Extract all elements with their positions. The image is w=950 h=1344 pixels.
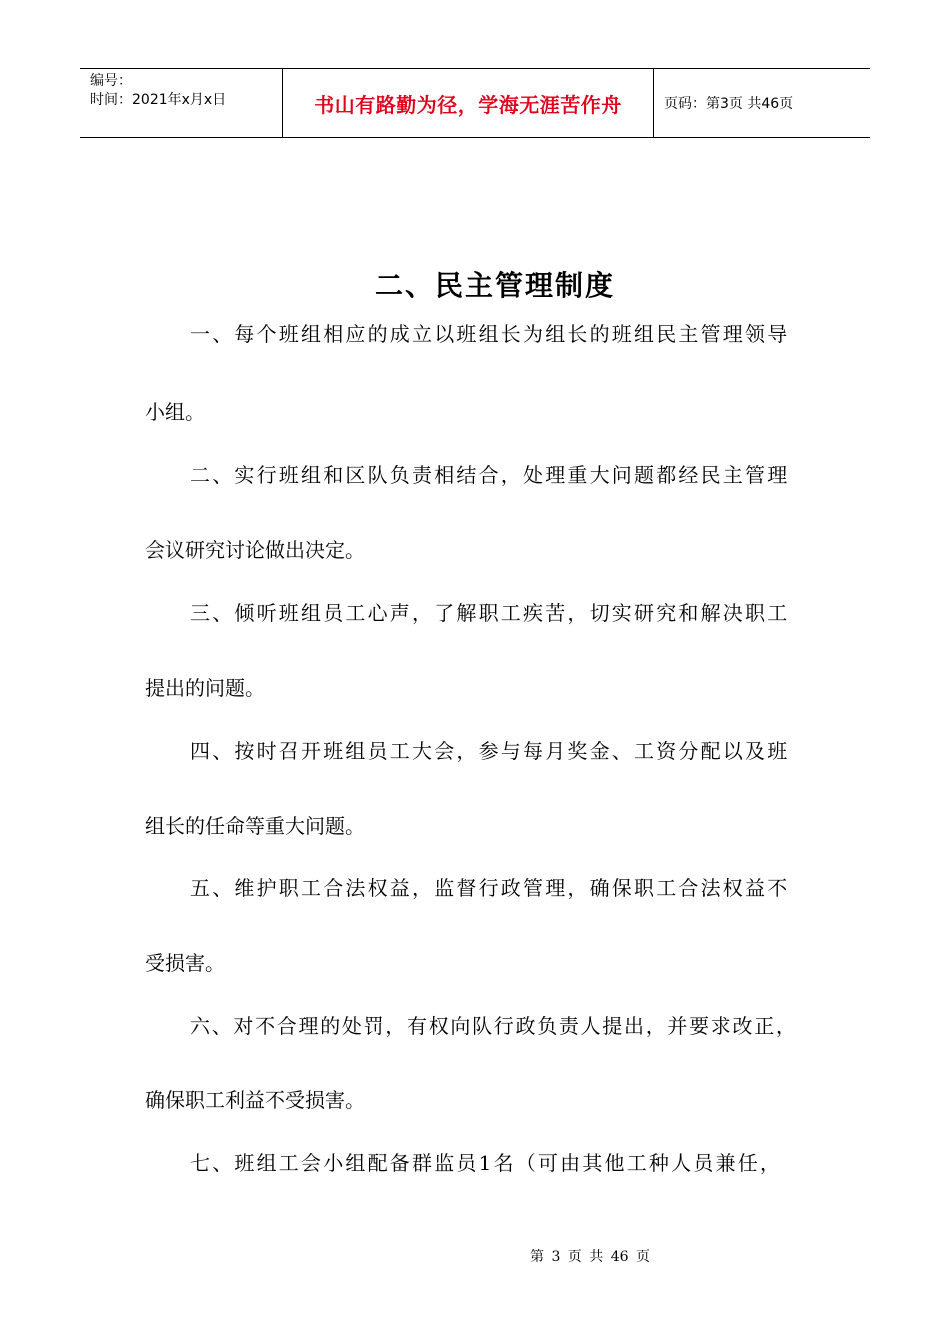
paragraph-7: 七、班组工会小组配备群监员1名（可由其他工种人员兼任， xyxy=(190,1151,783,1175)
paragraph-6: 六、对不合理的处罚，有权向队行政负责人提出，并要求改正， xyxy=(190,1014,798,1038)
document-title: 二、民主管理制度 xyxy=(374,269,615,302)
header-page-number: 页码：第3页 共46页 xyxy=(664,96,794,112)
paragraph-5: 五、维护职工合法权益，监督行政管理，确保职工合法权益不 xyxy=(190,876,790,900)
paragraph-2-cont: 会议研究讨论做出决定。 xyxy=(145,538,365,562)
paragraph-5-cont: 受损害。 xyxy=(145,951,225,975)
page-footer: 第 3 页 共 46 页 xyxy=(530,1249,650,1265)
paragraph-6-cont: 确保职工利益不受损害。 xyxy=(145,1088,365,1112)
date-label: 时间：2021年x月x日 xyxy=(90,92,227,108)
header-meta xyxy=(80,69,282,137)
paragraph-4: 四、按时召开班组员工大会，参与每月奖金、工资分配以及班 xyxy=(190,739,790,763)
number-label: 编号： xyxy=(90,73,132,89)
paragraph-1: 一、每个班组相应的成立以班组长为组长的班组民主管理领导 xyxy=(190,322,790,346)
paragraph-3-cont: 提出的问题。 xyxy=(145,676,265,700)
page-header xyxy=(80,68,870,138)
paragraph-1-cont: 小组。 xyxy=(145,400,205,424)
header-motto: 书山有路勤为径，学海无涯苦作舟 xyxy=(282,69,654,137)
paragraph-4-cont: 组长的任命等重大问题。 xyxy=(145,814,365,838)
paragraph-3: 三、倾听班组员工心声，了解职工疾苦，切实研究和解决职工 xyxy=(190,601,790,625)
paragraph-2: 二、实行班组和区队负责相结合，处理重大问题都经民主管理 xyxy=(190,463,790,487)
